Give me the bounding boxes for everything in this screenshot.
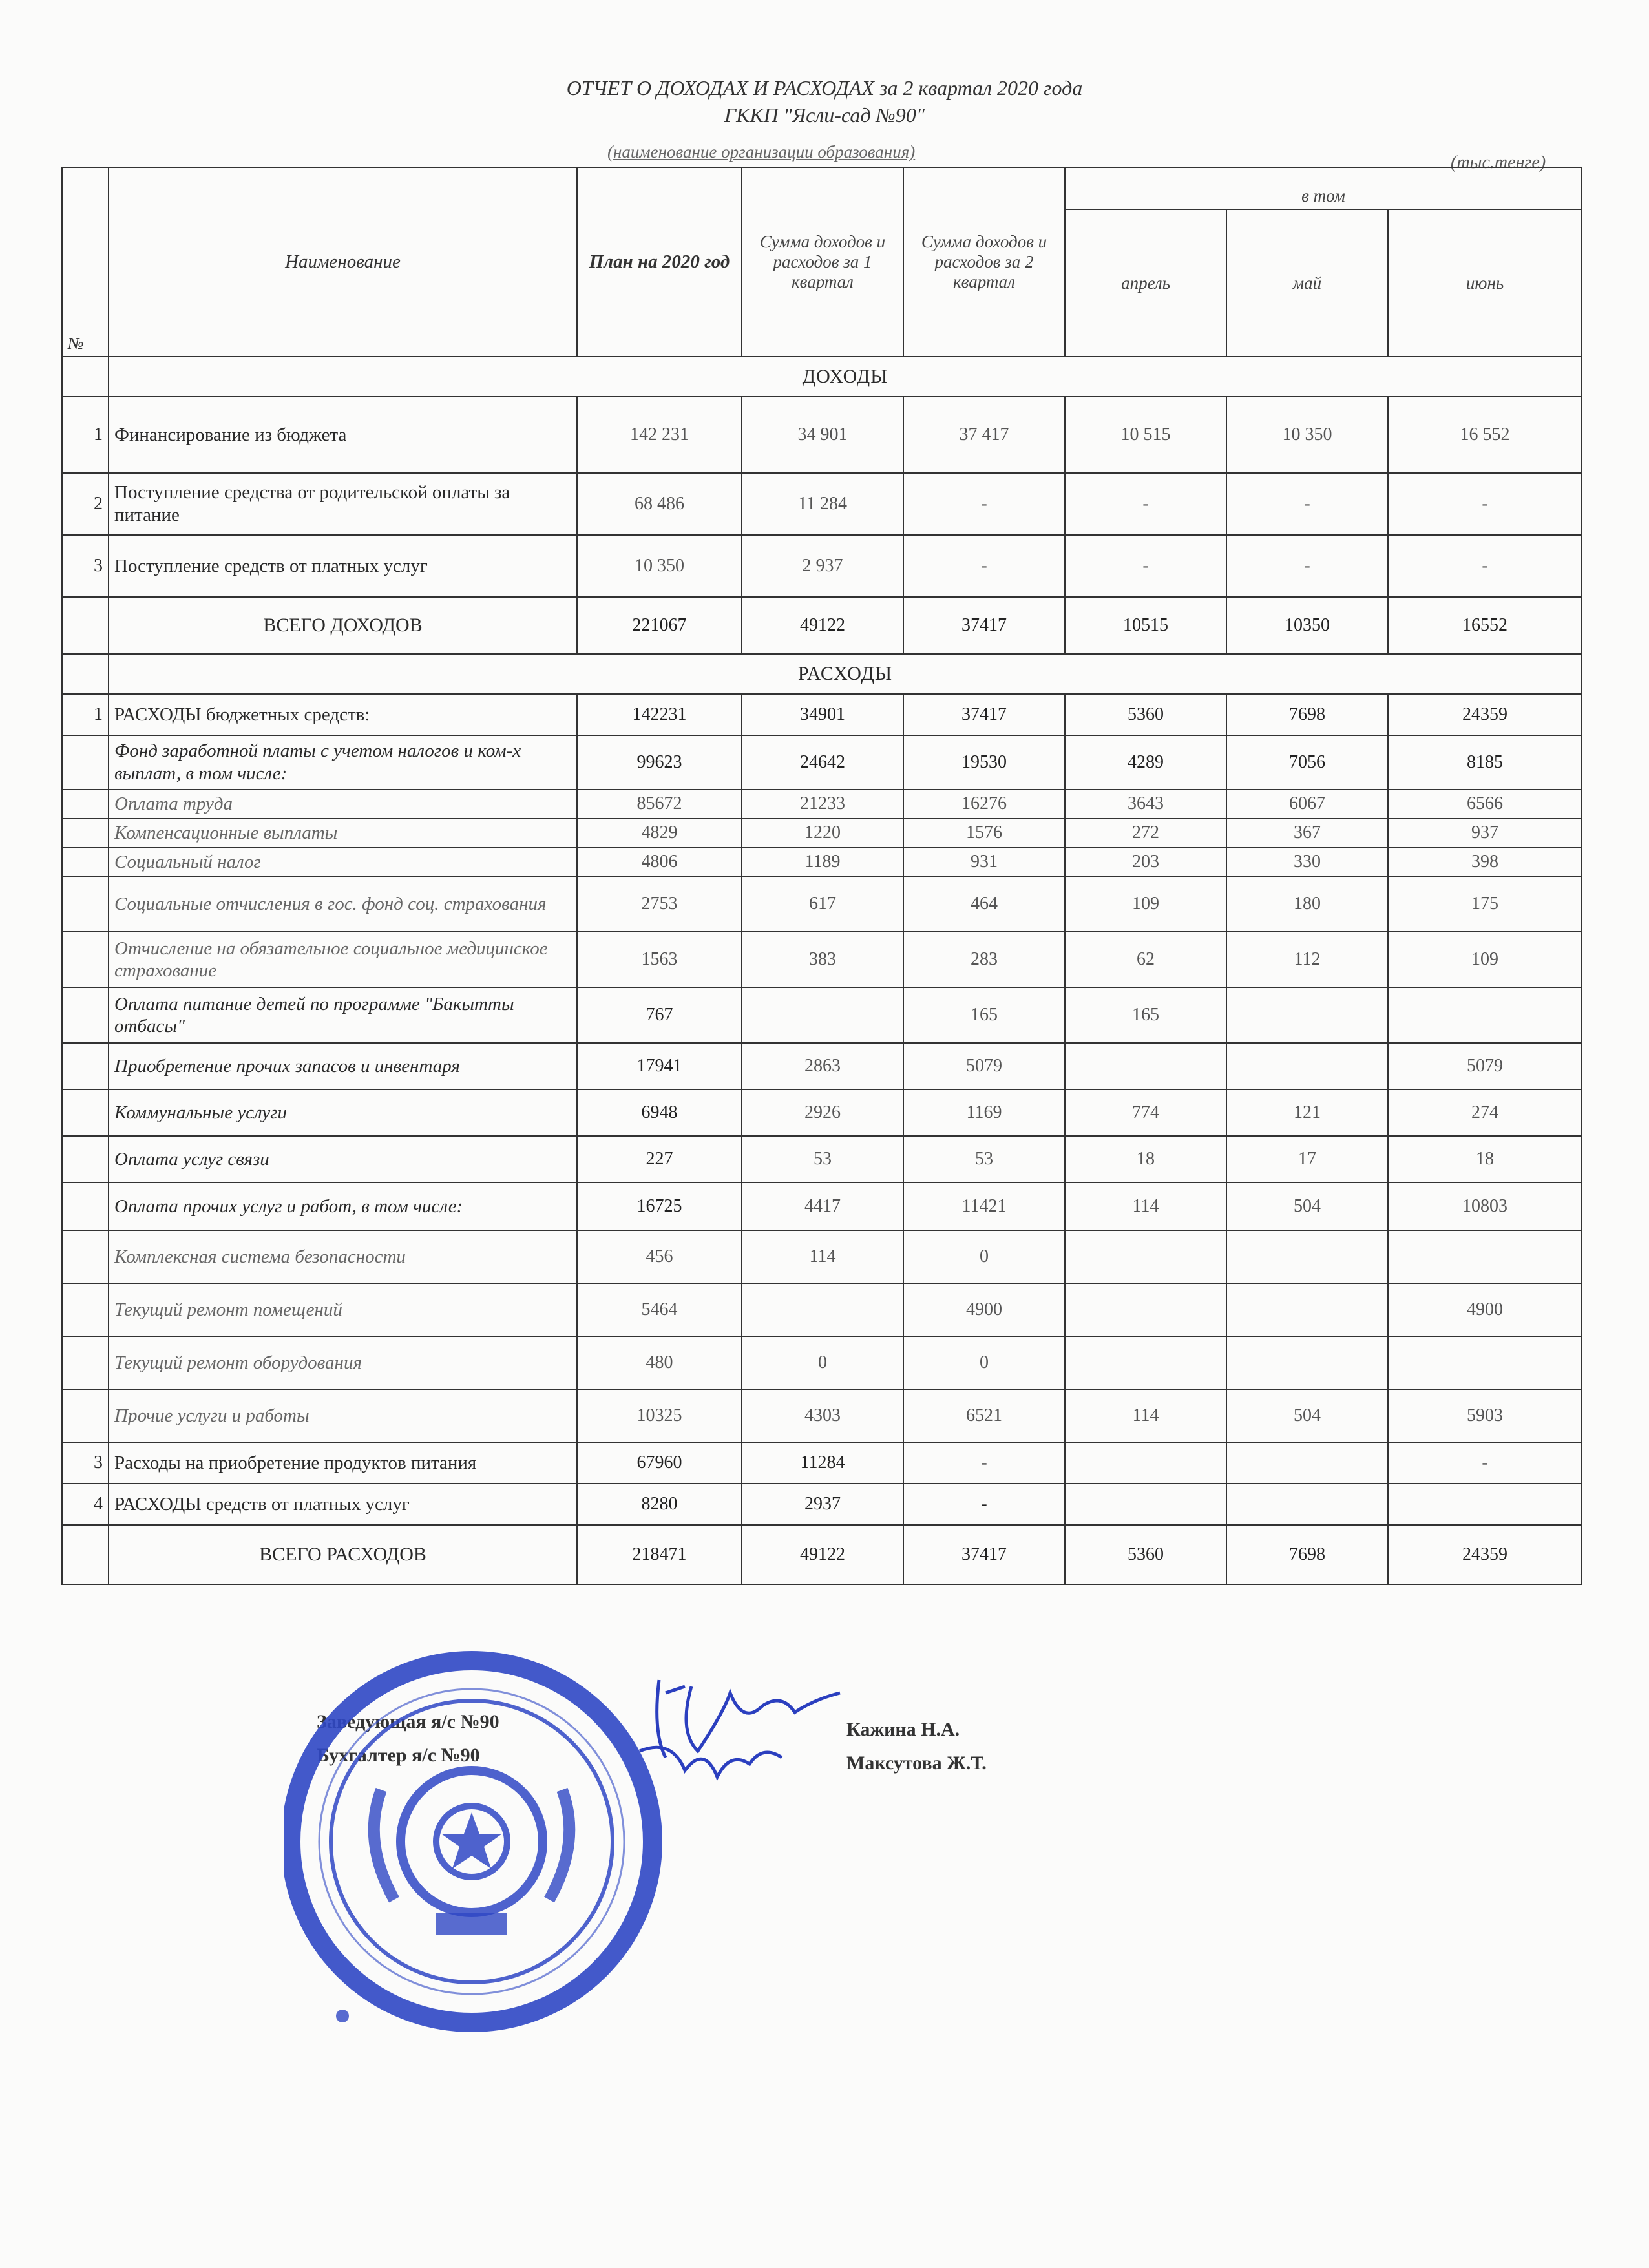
cell-april: - <box>1065 535 1226 597</box>
cell-may: 367 <box>1226 819 1388 848</box>
cell-june <box>1388 1336 1582 1389</box>
cell-q2: - <box>903 1442 1065 1484</box>
handwritten-signatures <box>633 1654 866 1816</box>
cell-april <box>1065 1442 1226 1484</box>
row-name: Социальный налог <box>109 848 577 877</box>
row-name: Оплата прочих услуг и работ, в том числе: <box>109 1182 577 1230</box>
organization-title: ГККП "Ясли-сад №90" <box>724 103 925 127</box>
cell-april: 114 <box>1065 1182 1226 1230</box>
header-number: № <box>62 167 109 357</box>
row-number <box>62 790 109 819</box>
cell-q2: 37417 <box>903 694 1065 735</box>
cell-q2: 0 <box>903 1230 1065 1283</box>
row-number: 3 <box>62 535 109 597</box>
cell-may: 330 <box>1226 848 1388 877</box>
income-section-heading: ДОХОДЫ <box>109 357 1582 397</box>
cell-q2: 283 <box>903 932 1065 987</box>
expense-row <box>62 1089 1582 1136</box>
cell-april: 774 <box>1065 1089 1226 1136</box>
cell-q1 <box>742 1283 903 1336</box>
cell-q2: 1576 <box>903 819 1065 848</box>
header-april: апрель <box>1065 209 1226 357</box>
row-number: 1 <box>62 694 109 735</box>
header-group: в том <box>1065 167 1582 209</box>
header-may: май <box>1226 209 1388 357</box>
row-name: Текущий ремонт оборудования <box>109 1336 577 1389</box>
cell-plan: 480 <box>577 1336 742 1389</box>
cell-april: 10 515 <box>1065 397 1226 473</box>
cell-may <box>1226 1484 1388 1525</box>
cell-june: 4900 <box>1388 1283 1582 1336</box>
row-number <box>62 987 109 1043</box>
cell-may <box>1226 1336 1388 1389</box>
cell-april <box>1065 1484 1226 1525</box>
cell-june: 16552 <box>1388 597 1582 654</box>
cell-may: 112 <box>1226 932 1388 987</box>
cell-may <box>1226 1283 1388 1336</box>
cell-q1: 11284 <box>742 1442 903 1484</box>
cell-q1: 2 937 <box>742 535 903 597</box>
cell-plan: 99623 <box>577 735 742 790</box>
cell-q1: 1189 <box>742 848 903 877</box>
row-name: РАСХОДЫ средств от платных услуг <box>109 1484 577 1525</box>
cell-june <box>1388 1230 1582 1283</box>
report-title: ОТЧЕТ О ДОХОДАХ И РАСХОДАХ за 2 квартал 2020 года <box>566 76 1083 100</box>
cell-april: 18 <box>1065 1136 1226 1182</box>
row-name: Расходы на приобретение продуктов питания <box>109 1442 577 1484</box>
cell-plan: 17941 <box>577 1043 742 1089</box>
cell-april: 3643 <box>1065 790 1226 819</box>
cell-q1: 53 <box>742 1136 903 1182</box>
cell-q2: - <box>903 535 1065 597</box>
row-number <box>62 1043 109 1089</box>
cell-q1: 4303 <box>742 1389 903 1442</box>
cell-q1: 21233 <box>742 790 903 819</box>
row-name: Отчисление на обязательное социальное медицинское страхование <box>109 932 577 987</box>
cell-q2: 37 417 <box>903 397 1065 473</box>
cell-q2: 16276 <box>903 790 1065 819</box>
cell-plan: 4829 <box>577 819 742 848</box>
cell-q1: 383 <box>742 932 903 987</box>
cell-q2: 5079 <box>903 1043 1065 1089</box>
cell-q1: 617 <box>742 876 903 932</box>
row-number <box>62 819 109 848</box>
signature-name-accountant: Максутова Ж.Т. <box>846 1752 987 1774</box>
row-name: Прочие услуги и работы <box>109 1389 577 1442</box>
cell-q2: 19530 <box>903 735 1065 790</box>
row-number <box>62 876 109 932</box>
row-name: Финансирование из бюджета <box>109 397 577 473</box>
row-name: Текущий ремонт помещений <box>109 1283 577 1336</box>
cell-may: - <box>1226 535 1388 597</box>
cell-q1: 114 <box>742 1230 903 1283</box>
row-name: Фонд заработной платы с учетом налогов и ком-х выплат, в том числе: <box>109 735 577 790</box>
cell-q1: 0 <box>742 1336 903 1389</box>
cell-june: - <box>1388 473 1582 535</box>
cell-plan: 16725 <box>577 1182 742 1230</box>
row-number: 4 <box>62 1484 109 1525</box>
row-name: Приобретение прочих запасов и инвентаря <box>109 1043 577 1089</box>
report-table <box>61 167 1582 1585</box>
expense-row <box>62 1389 1582 1442</box>
expense-row <box>62 819 1582 848</box>
cell-may: 10 350 <box>1226 397 1388 473</box>
expense-row <box>62 1043 1582 1089</box>
cell-june <box>1388 1484 1582 1525</box>
cell-plan: 456 <box>577 1230 742 1283</box>
expense-row <box>62 1136 1582 1182</box>
cell-june: 175 <box>1388 876 1582 932</box>
cell-q2: 464 <box>903 876 1065 932</box>
cell-plan: 85672 <box>577 790 742 819</box>
header-q1: Сумма доходов и расходов за 1 квартал <box>742 167 903 357</box>
report-body <box>62 357 1582 1584</box>
row-name: Социальные отчисления в гос. фонд соц. страхования <box>109 876 577 932</box>
cell-plan: 142231 <box>577 694 742 735</box>
cell-q2: 11421 <box>903 1182 1065 1230</box>
cell-may: 17 <box>1226 1136 1388 1182</box>
cell-june: 5903 <box>1388 1389 1582 1442</box>
row-number: 1 <box>62 397 109 473</box>
expense-row <box>62 790 1582 819</box>
cell-may <box>1226 1442 1388 1484</box>
cell-q1: 11 284 <box>742 473 903 535</box>
cell-june: 6566 <box>1388 790 1582 819</box>
cell-plan: 142 231 <box>577 397 742 473</box>
cell-april: 165 <box>1065 987 1226 1043</box>
cell-may <box>1226 987 1388 1043</box>
cell-june: 398 <box>1388 848 1582 877</box>
cell-plan: 5464 <box>577 1283 742 1336</box>
cell-june: 937 <box>1388 819 1582 848</box>
cell-may: 7698 <box>1226 1525 1388 1584</box>
expense-row <box>62 1283 1582 1336</box>
cell-june: 8185 <box>1388 735 1582 790</box>
cell-june: - <box>1388 1442 1582 1484</box>
expense-total-label: ВСЕГО РАСХОДОВ <box>109 1525 577 1584</box>
signature-role-accountant: Бухгалтер я/с №90 <box>317 1745 480 1766</box>
cell-q1: 2937 <box>742 1484 903 1525</box>
cell-may: 504 <box>1226 1389 1388 1442</box>
expense-row <box>62 1182 1582 1230</box>
cell-q1: 34 901 <box>742 397 903 473</box>
row-name: РАСХОДЫ бюджетных средств: <box>109 694 577 735</box>
cell-q1: 1220 <box>742 819 903 848</box>
cell-april: 10515 <box>1065 597 1226 654</box>
cell-q2: 37417 <box>903 1525 1065 1584</box>
income-row <box>62 397 1582 473</box>
expense-row <box>62 1336 1582 1389</box>
expense-row <box>62 1484 1582 1525</box>
cell-plan: 6948 <box>577 1089 742 1136</box>
income-row <box>62 535 1582 597</box>
cell-q2: 0 <box>903 1336 1065 1389</box>
row-number <box>62 848 109 877</box>
organization-caption: (наименование организации образования) <box>607 142 916 162</box>
cell-q2: 6521 <box>903 1389 1065 1442</box>
cell-plan: 68 486 <box>577 473 742 535</box>
cell-q1: 2926 <box>742 1089 903 1136</box>
cell-may: 121 <box>1226 1089 1388 1136</box>
income-total-label: ВСЕГО ДОХОДОВ <box>109 597 577 654</box>
cell-june: 274 <box>1388 1089 1582 1136</box>
cell-april <box>1065 1043 1226 1089</box>
cell-april <box>1065 1283 1226 1336</box>
cell-plan: 67960 <box>577 1442 742 1484</box>
row-name: Поступление средства от родительской оплаты за питание <box>109 473 577 535</box>
cell-plan: 4806 <box>577 848 742 877</box>
cell-plan: 227 <box>577 1136 742 1182</box>
row-name: Оплата труда <box>109 790 577 819</box>
cell-june: 18 <box>1388 1136 1582 1182</box>
row-number: 2 <box>62 473 109 535</box>
cell-q1: 34901 <box>742 694 903 735</box>
cell-q2: - <box>903 1484 1065 1525</box>
cell-april: 5360 <box>1065 1525 1226 1584</box>
expense-row <box>62 987 1582 1043</box>
cell-may <box>1226 1230 1388 1283</box>
expense-row <box>62 1442 1582 1484</box>
row-name: Оплата питание детей по программе "Бакытты отбасы" <box>109 987 577 1043</box>
cell-may: - <box>1226 473 1388 535</box>
cell-june: 16 552 <box>1388 397 1582 473</box>
row-number <box>62 1089 109 1136</box>
cell-april: 5360 <box>1065 694 1226 735</box>
cell-may: 504 <box>1226 1182 1388 1230</box>
row-number <box>62 1182 109 1230</box>
cell-plan: 10 350 <box>577 535 742 597</box>
expense-total-row <box>62 1525 1582 1584</box>
expense-row <box>62 694 1582 735</box>
cell-plan: 221067 <box>577 597 742 654</box>
cell-april: 272 <box>1065 819 1226 848</box>
cell-plan: 8280 <box>577 1484 742 1525</box>
cell-june: 5079 <box>1388 1043 1582 1089</box>
cell-april: 109 <box>1065 876 1226 932</box>
cell-may: 10350 <box>1226 597 1388 654</box>
row-number <box>62 1389 109 1442</box>
cell-q1: 49122 <box>742 597 903 654</box>
row-number <box>62 1230 109 1283</box>
cell-q2: - <box>903 473 1065 535</box>
cell-april <box>1065 1230 1226 1283</box>
signature-role-head: Заведующая я/с №90 <box>317 1711 499 1732</box>
cell-april: 4289 <box>1065 735 1226 790</box>
income-row <box>62 473 1582 535</box>
cell-june: 10803 <box>1388 1182 1582 1230</box>
cell-june: 24359 <box>1388 694 1582 735</box>
signature-name-head: Кажина Н.А. <box>846 1719 960 1740</box>
cell-april: 62 <box>1065 932 1226 987</box>
cell-q2: 53 <box>903 1136 1065 1182</box>
row-name: Коммунальные услуги <box>109 1089 577 1136</box>
row-number <box>62 1283 109 1336</box>
row-number: 3 <box>62 1442 109 1484</box>
unit-label: (тыс.тенге) <box>1451 152 1546 173</box>
cell-june: - <box>1388 535 1582 597</box>
cell-plan: 1563 <box>577 932 742 987</box>
cell-april: - <box>1065 473 1226 535</box>
header-q2: Сумма доходов и расходов за 2 квартал <box>903 167 1065 357</box>
row-number <box>62 932 109 987</box>
expense-row <box>62 932 1582 987</box>
expense-row <box>62 735 1582 790</box>
cell-plan: 2753 <box>577 876 742 932</box>
cell-may: 180 <box>1226 876 1388 932</box>
cell-april: 114 <box>1065 1389 1226 1442</box>
cell-q1: 4417 <box>742 1182 903 1230</box>
row-number <box>62 1136 109 1182</box>
row-number <box>62 1336 109 1389</box>
income-total-row <box>62 597 1582 654</box>
row-name: Комплексная система безопасности <box>109 1230 577 1283</box>
cell-q2: 931 <box>903 848 1065 877</box>
cell-q2: 1169 <box>903 1089 1065 1136</box>
cell-q2: 165 <box>903 987 1065 1043</box>
row-name: Поступление средств от платных услуг <box>109 535 577 597</box>
cell-q1: 24642 <box>742 735 903 790</box>
expense-row <box>62 848 1582 877</box>
cell-q1 <box>742 987 903 1043</box>
cell-may: 7056 <box>1226 735 1388 790</box>
cell-april: 203 <box>1065 848 1226 877</box>
cell-plan: 767 <box>577 987 742 1043</box>
cell-q2: 37417 <box>903 597 1065 654</box>
cell-june <box>1388 987 1582 1043</box>
cell-may: 7698 <box>1226 694 1388 735</box>
cell-may <box>1226 1043 1388 1089</box>
cell-q1: 49122 <box>742 1525 903 1584</box>
cell-plan: 218471 <box>577 1525 742 1584</box>
expense-section-heading: РАСХОДЫ <box>109 654 1582 694</box>
row-number <box>62 735 109 790</box>
header-june: июнь <box>1388 209 1582 357</box>
cell-q1: 2863 <box>742 1043 903 1089</box>
header-plan: План на 2020 год <box>577 167 742 357</box>
cell-april <box>1065 1336 1226 1389</box>
expense-row <box>62 1230 1582 1283</box>
cell-june: 24359 <box>1388 1525 1582 1584</box>
cell-june: 109 <box>1388 932 1582 987</box>
cell-may: 6067 <box>1226 790 1388 819</box>
expense-row <box>62 876 1582 932</box>
row-name: Оплата услуг связи <box>109 1136 577 1182</box>
cell-q2: 4900 <box>903 1283 1065 1336</box>
cell-plan: 10325 <box>577 1389 742 1442</box>
row-name: Компенсационные выплаты <box>109 819 577 848</box>
header-name: Наименование <box>109 167 577 357</box>
